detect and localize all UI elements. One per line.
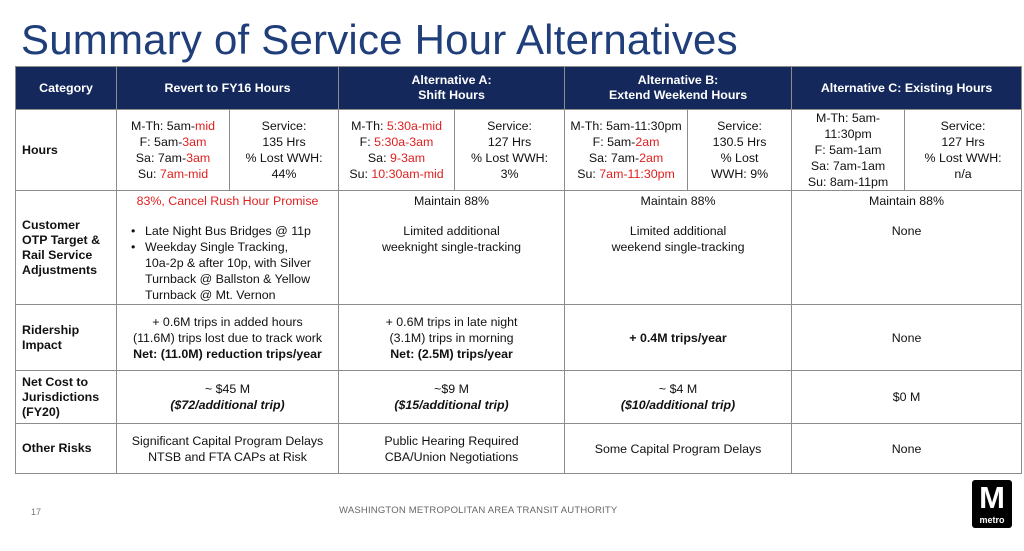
row-otp — [16, 191, 1022, 305]
risks-revert: Significant Capital Program Delays NTSB and FTA CAPs at Risk — [117, 424, 339, 474]
slide-title: Summary of Service Hour Alternatives — [21, 16, 738, 63]
row-ridership — [16, 305, 1022, 371]
hours-alt-b-schedule: M-Th: 5am-11:30pm F: 5am-2am Sa: 7am-2am Su: 7am-11:30pm — [565, 110, 688, 191]
risks-alt-a: Public Hearing Required CBA/Union Negotiations — [339, 424, 565, 474]
footer-organization: WASHINGTON METROPOLITAN AREA TRANSIT AUTHORITY — [339, 505, 618, 516]
hours-alt-a-schedule: M-Th: 5:30a-mid F: 5:30a-3am Sa: 9-3am Su: 10:30am-mid — [339, 110, 455, 191]
otp-alt-b: Maintain 88% Limited additional weekend single-tracking — [565, 191, 792, 305]
header-revert: Revert to FY16 Hours — [117, 67, 339, 110]
otp-alt-a: Maintain 88% Limited additional weeknight single-tracking — [339, 191, 565, 305]
label-risks: Other Risks — [16, 424, 117, 474]
row-risks — [16, 424, 1022, 474]
header-alt-b: Alternative B: Extend Weekend Hours — [565, 67, 792, 110]
ridership-alt-a: + 0.6M trips in late night (3.1M) trips in morning Net: (2.5M) trips/year — [339, 305, 565, 371]
hours-alt-b-service: Service: 130.5 Hrs % Lost WWH: 9% — [688, 110, 792, 191]
risks-alt-b: Some Capital Program Delays — [565, 424, 792, 474]
list-item: • Weekday Single Tracking, 10a-2p & after 10p, with Silver Turnback @ Ballston & Yellow Turnback @ Mt. Vernon — [145, 239, 338, 303]
header-category: Category — [16, 67, 117, 110]
cost-alt-c: $0 M — [792, 371, 1022, 424]
ridership-alt-c: None — [792, 305, 1022, 371]
ridership-alt-b: + 0.4M trips/year — [565, 305, 792, 371]
label-hours: Hours — [16, 110, 117, 191]
hours-alt-c-service: Service: 127 Hrs % Lost WWH: n/a — [905, 110, 1022, 191]
header-row — [16, 67, 1022, 110]
cost-alt-a: ~$9 M ($15/additional trip) — [339, 371, 565, 424]
label-cost: Net Cost to Jurisdictions (FY20) — [16, 371, 117, 424]
otp-revert: 83%, Cancel Rush Hour Promise • Late Night Bus Bridges @ 11p • Weekday Single Tracking, 10a-2p & after 10p, with Silver Turnback @ Ballston & Yellow Turnback @ Mt. Vernon — [117, 191, 339, 305]
page-number: 17 — [31, 507, 42, 517]
list-item: • Late Night Bus Bridges @ 11p — [145, 223, 338, 239]
otp-alt-c: Maintain 88% None — [792, 191, 1022, 305]
hours-alt-c-schedule: M-Th: 5am- 11:30pm F: 5am-1am Sa: 7am-1am Su: 8am-11pm — [792, 110, 905, 191]
row-cost — [16, 371, 1022, 424]
header-alt-a: Alternative A: Shift Hours — [339, 67, 565, 110]
hours-alt-a-service: Service: 127 Hrs % Lost WWH: 3% — [455, 110, 565, 191]
alternatives-table — [15, 66, 1022, 474]
cost-revert: ~ $45 M ($72/additional trip) — [117, 371, 339, 424]
cost-alt-b: ~ $4 M ($10/additional trip) — [565, 371, 792, 424]
hours-revert-service: Service: 135 Hrs % Lost WWH: 44% — [230, 110, 339, 191]
hours-revert-schedule: M-Th: 5am-mid F: 5am-3am Sa: 7am-3am Su: 7am-mid — [117, 110, 230, 191]
metro-logo: M metro — [972, 480, 1012, 528]
ridership-revert: + 0.6M trips in added hours (11.6M) trips lost due to track work Net: (11.0M) reduction trips/year — [117, 305, 339, 371]
risks-alt-c: None — [792, 424, 1022, 474]
label-ridership: Ridership Impact — [16, 305, 117, 371]
row-hours — [16, 110, 1022, 191]
label-otp: Customer OTP Target & Rail Service Adjustments — [16, 191, 117, 305]
header-alt-c: Alternative C: Existing Hours — [792, 67, 1022, 110]
